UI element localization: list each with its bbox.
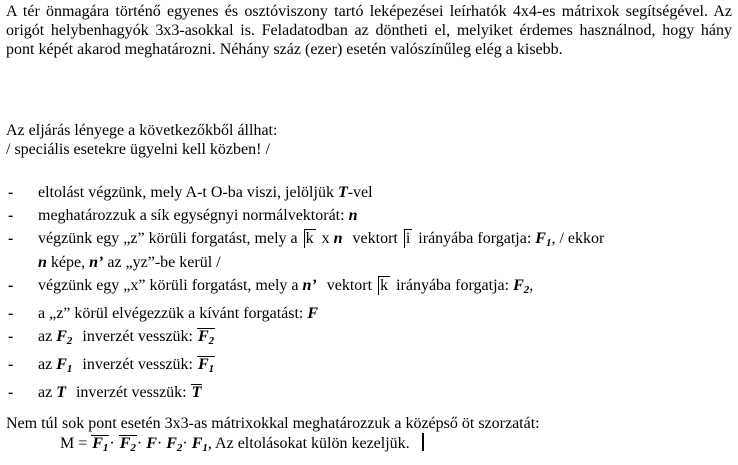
bullet-dash: - — [8, 328, 14, 345]
intro-paragraph — [6, 2, 732, 59]
list-item: - meghatározzuk a sík egységnyi normálvektorát: n — [8, 207, 358, 224]
formula-line: $M = F_1\cdot F_2\cdot F\cdot F_2\cdot F_1$, Az eltolásokat külön kezeljük. — [6, 433, 732, 458]
symbol-F2: F — [513, 277, 524, 294]
list-item: - a „z” körül elvégezzük a kívánt forgatást: F — [8, 305, 319, 322]
list-item: - az T inverzét vesszük: T — [8, 384, 202, 401]
inverse-F1: $F_1$ — [92, 435, 109, 454]
inverse-F2: $F_2$ — [119, 435, 136, 454]
symbol-T: T — [56, 384, 66, 401]
inverse-F2: $F_2$ — [198, 328, 215, 347]
symbol-n: n — [348, 207, 358, 224]
text-cursor — [422, 433, 424, 451]
symbol-n-prime: n’ — [302, 277, 317, 294]
bullet-dash: - — [8, 207, 14, 224]
list-item: - végzünk egy „x” körüli forgatást, mely a n’ vektort k irányába forgatja: $F_2$, — [8, 277, 534, 296]
bullet-dash: - — [8, 184, 14, 201]
bullet-dash: - — [8, 230, 14, 247]
procedure-heading — [6, 121, 732, 159]
vector-k: k — [305, 230, 314, 247]
list-item: - eltolást végzünk, mely A-t O-ba viszi, jelöljük T-vel — [8, 184, 373, 201]
list-item: - az $F_2$ inverzét vesszük: $F_2$ — [8, 328, 215, 347]
bullet-dash: - — [8, 305, 14, 322]
bullet-dash: - — [8, 356, 14, 373]
symbol-F1: F — [56, 356, 67, 373]
list-item: - az $F_1$ inverzét vesszük: $F_1$ — [8, 356, 215, 375]
symbol-F1: F — [535, 230, 546, 247]
closing-text: Nem túl sok pont esetén 3x3-as mátrixokkal meghatározzuk a középső öt szorzatát: — [6, 415, 540, 432]
list-item: - végzünk egy „z” körüli forgatást, mely a k x n vektort i irányába forgatja: $F_1$, / ekkor n képe, n’ az „yz”-be kerül / — [8, 230, 605, 271]
steps-list — [6, 183, 732, 406]
inverse-T: T — [191, 384, 202, 401]
symbol-n: n — [38, 254, 47, 271]
inverse-F1: $F_1$ — [198, 356, 215, 375]
procedure-title: Az eljárás lényege a következőkből állhat: — [6, 122, 278, 139]
bullet-dash: - — [8, 277, 14, 294]
symbol-F: F — [307, 305, 319, 322]
closing-paragraph — [6, 414, 732, 458]
symbol-n: n — [333, 230, 343, 247]
procedure-note: / speciális esetekre ügyelni kell közben! / — [6, 141, 270, 158]
symbol-T: T — [337, 184, 348, 201]
bullet-dash: - — [8, 384, 14, 401]
symbol-n-prime: n’ — [89, 254, 104, 271]
symbol-F2: F — [56, 328, 67, 345]
vector-i: i — [405, 230, 411, 247]
intro-text: A tér önmagára történő egyenes és osztóviszony tartó leképezései leírhatók 4x4-es mátrixok segítségével. Az origót helybenhagyók 3x3-asokkal is. Feladatodban az döntheti el, melyiket érdemes használnod, hogy hány pont képét akarod meghatározni. Néhány száz (ezer) esetén valószínűleg elég a kisebb. — [6, 3, 732, 58]
vector-k: k — [380, 277, 389, 294]
